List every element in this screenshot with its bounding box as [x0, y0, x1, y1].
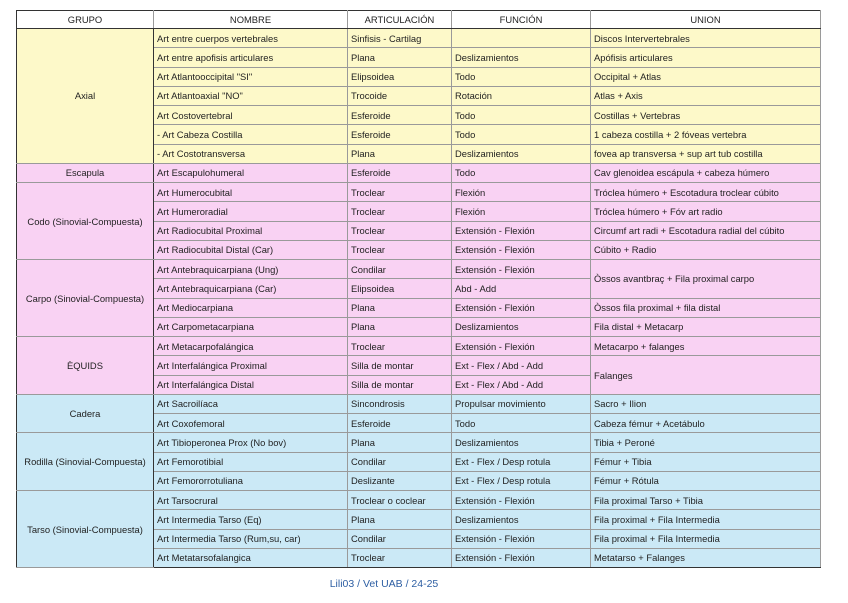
- nombre-cell: Art Atlantoaxial "NO": [154, 86, 348, 105]
- articulacion-cell: Esferoide: [348, 106, 452, 125]
- footer-credit: Lili03 / Vet UAB / 24-25: [329, 578, 439, 590]
- nombre-cell: Art Metacarpofalángica: [154, 337, 348, 356]
- funcion-cell: Abd - Add: [452, 279, 591, 298]
- union-cell: Òssos avantbraç + Fila proximal carpo: [591, 260, 821, 299]
- funcion-cell: Deslizamientos: [452, 144, 591, 163]
- funcion-cell: Ext - Flex / Abd - Add: [452, 375, 591, 394]
- nombre-cell: Art Radiocubital Distal (Car): [154, 240, 348, 259]
- articulacion-cell: Troclear: [348, 240, 452, 259]
- union-cell: fovea ap transversa + sup art tub costilla: [591, 144, 821, 163]
- union-cell: Òssos fila proximal + fila distal: [591, 298, 821, 317]
- table-body: [17, 29, 821, 568]
- nombre-cell: Art Mediocarpiana: [154, 298, 348, 317]
- funcion-cell: Extensión - Flexión: [452, 298, 591, 317]
- articulacion-cell: Esferoide: [348, 163, 452, 182]
- nombre-cell: Art Interfalángica Distal: [154, 375, 348, 394]
- group-cell: Tarso (Sinovial-Compuesta): [17, 491, 154, 568]
- header-funcion: FUNCIÓN: [452, 11, 591, 29]
- articulacion-cell: Plana: [348, 48, 452, 67]
- union-cell: Circumf art radi + Escotadura radial del cúbito: [591, 221, 821, 240]
- union-cell: Cabeza fémur + Acetábulo: [591, 414, 821, 433]
- nombre-cell: Art Metatarsofalangica: [154, 548, 348, 567]
- union-cell: Cav glenoidea escápula + cabeza húmero: [591, 163, 821, 182]
- articulacion-cell: Plana: [348, 510, 452, 529]
- union-cell: Fila proximal + Fila Intermedia: [591, 529, 821, 548]
- funcion-cell: Todo: [452, 106, 591, 125]
- funcion-cell: Deslizamientos: [452, 433, 591, 452]
- articulacion-cell: Elipsoidea: [348, 67, 452, 86]
- nombre-cell: Art Tibioperonea Prox (No bov): [154, 433, 348, 452]
- articulacion-cell: Sincondrosis: [348, 394, 452, 413]
- table-row: [17, 183, 821, 202]
- funcion-cell: Deslizamientos: [452, 510, 591, 529]
- articulacion-cell: Troclear: [348, 221, 452, 240]
- nombre-cell: Art Radiocubital Proximal: [154, 221, 348, 240]
- table-row: [17, 163, 821, 182]
- funcion-cell: Flexión: [452, 202, 591, 221]
- nombre-cell: Art Interfalángica Proximal: [154, 356, 348, 375]
- articulacion-cell: Deslizante: [348, 471, 452, 490]
- nombre-cell: Art Tarsocrural: [154, 491, 348, 510]
- nombre-cell: Art Femororrotuliana: [154, 471, 348, 490]
- funcion-cell: Extensión - Flexión: [452, 337, 591, 356]
- funcion-cell: Deslizamientos: [452, 317, 591, 336]
- nombre-cell: Art Costovertebral: [154, 106, 348, 125]
- group-cell: ÈQUIDS: [17, 337, 154, 395]
- nombre-cell: Art Sacroilíaca: [154, 394, 348, 413]
- group-cell: Codo (Sinovial-Compuesta): [17, 183, 154, 260]
- union-cell: Costillas + Vertebras: [591, 106, 821, 125]
- articulacion-cell: Troclear: [348, 548, 452, 567]
- table-row: [17, 29, 821, 48]
- funcion-cell: Extensión - Flexión: [452, 260, 591, 279]
- union-cell: Metacarpo + falanges: [591, 337, 821, 356]
- articulacion-cell: Troclear o coclear: [348, 491, 452, 510]
- funcion-cell: Todo: [452, 414, 591, 433]
- union-cell: Tróclea húmero + Fóv art radio: [591, 202, 821, 221]
- articulacion-cell: Condilar: [348, 529, 452, 548]
- funcion-cell: Rotación: [452, 86, 591, 105]
- union-cell: Falanges: [591, 356, 821, 395]
- articulacion-cell: Trocoide: [348, 86, 452, 105]
- articulacion-cell: Sinfisis - Cartilag: [348, 29, 452, 48]
- table-row: [17, 394, 821, 413]
- articulacion-cell: Silla de montar: [348, 375, 452, 394]
- header-articulacion: ARTICULACIÓN: [348, 11, 452, 29]
- articulacion-cell: Silla de montar: [348, 356, 452, 375]
- union-cell: Metatarso + Falanges: [591, 548, 821, 567]
- header-nombre: NOMBRE: [154, 11, 348, 29]
- nombre-cell: Art Antebraquicarpiana (Car): [154, 279, 348, 298]
- articulacion-cell: Troclear: [348, 337, 452, 356]
- nombre-cell: Art Coxofemoral: [154, 414, 348, 433]
- union-cell: Tróclea húmero + Escotadura troclear cúbito: [591, 183, 821, 202]
- nombre-cell: Art Intermedia Tarso (Rum,su, car): [154, 529, 348, 548]
- funcion-cell: Todo: [452, 67, 591, 86]
- articulacion-cell: Plana: [348, 433, 452, 452]
- funcion-cell: Todo: [452, 163, 591, 182]
- funcion-cell: Flexión: [452, 183, 591, 202]
- funcion-cell: Extensión - Flexión: [452, 529, 591, 548]
- union-cell: Fémur + Rótula: [591, 471, 821, 490]
- articulacion-cell: Troclear: [348, 202, 452, 221]
- articulacion-cell: Plana: [348, 144, 452, 163]
- nombre-cell: Art Atlantooccipital "SI": [154, 67, 348, 86]
- funcion-cell: Ext - Flex / Abd - Add: [452, 356, 591, 375]
- union-cell: Occipital + Atlas: [591, 67, 821, 86]
- funcion-cell: Extensión - Flexión: [452, 221, 591, 240]
- nombre-cell: Art entre apofisis articulares: [154, 48, 348, 67]
- joints-table: [16, 10, 821, 568]
- nombre-cell: - Art Cabeza Costilla: [154, 125, 348, 144]
- table-row: [17, 260, 821, 279]
- union-cell: Cúbito + Radio: [591, 240, 821, 259]
- header-row: [17, 11, 821, 29]
- articulacion-cell: Plana: [348, 298, 452, 317]
- union-cell: Apófisis articulares: [591, 48, 821, 67]
- nombre-cell: - Art Costotransversa: [154, 144, 348, 163]
- nombre-cell: Art Femorotibial: [154, 452, 348, 471]
- nombre-cell: Art entre cuerpos vertebrales: [154, 29, 348, 48]
- nombre-cell: Art Carpometacarpiana: [154, 317, 348, 336]
- group-cell: Carpo (Sinovial-Compuesta): [17, 260, 154, 337]
- group-cell: Cadera: [17, 394, 154, 433]
- articulacion-cell: Elipsoidea: [348, 279, 452, 298]
- union-cell: Fila distal + Metacarp: [591, 317, 821, 336]
- union-cell: Atlas + Axis: [591, 86, 821, 105]
- union-cell: Tibia + Peroné: [591, 433, 821, 452]
- union-cell: Discos Intervertebrales: [591, 29, 821, 48]
- articulacion-cell: Troclear: [348, 183, 452, 202]
- group-cell: Rodilla (Sinovial-Compuesta): [17, 433, 154, 491]
- nombre-cell: Art Humeroradial: [154, 202, 348, 221]
- funcion-cell: Extensión - Flexión: [452, 491, 591, 510]
- funcion-cell: Extensión - Flexión: [452, 548, 591, 567]
- union-cell: Fila proximal + Fila Intermedia: [591, 510, 821, 529]
- group-cell: Axial: [17, 29, 154, 164]
- funcion-cell: [452, 29, 591, 48]
- articulacion-cell: Plana: [348, 317, 452, 336]
- union-cell: Sacro + Ilion: [591, 394, 821, 413]
- nombre-cell: Art Escapulohumeral: [154, 163, 348, 182]
- funcion-cell: Todo: [452, 125, 591, 144]
- table-row: [17, 337, 821, 356]
- header-grupo: GRUPO: [17, 11, 154, 29]
- funcion-cell: Ext - Flex / Desp rotula: [452, 452, 591, 471]
- articulacion-cell: Condilar: [348, 452, 452, 471]
- articulacion-cell: Condilar: [348, 260, 452, 279]
- union-cell: 1 cabeza costilla + 2 fóveas vertebra: [591, 125, 821, 144]
- funcion-cell: Deslizamientos: [452, 48, 591, 67]
- nombre-cell: Art Intermedia Tarso (Eq): [154, 510, 348, 529]
- union-cell: Fémur + Tibia: [591, 452, 821, 471]
- funcion-cell: Extensión - Flexión: [452, 240, 591, 259]
- nombre-cell: Art Antebraquicarpiana (Ung): [154, 260, 348, 279]
- table-row: [17, 491, 821, 510]
- table-row: [17, 433, 821, 452]
- funcion-cell: Propulsar movimiento: [452, 394, 591, 413]
- funcion-cell: Ext - Flex / Desp rotula: [452, 471, 591, 490]
- articulacion-cell: Esferoide: [348, 414, 452, 433]
- group-cell: Escapula: [17, 163, 154, 182]
- header-union: UNION: [591, 11, 821, 29]
- union-cell: Fila proximal Tarso + Tibia: [591, 491, 821, 510]
- nombre-cell: Art Humerocubital: [154, 183, 348, 202]
- articulacion-cell: Esferoide: [348, 125, 452, 144]
